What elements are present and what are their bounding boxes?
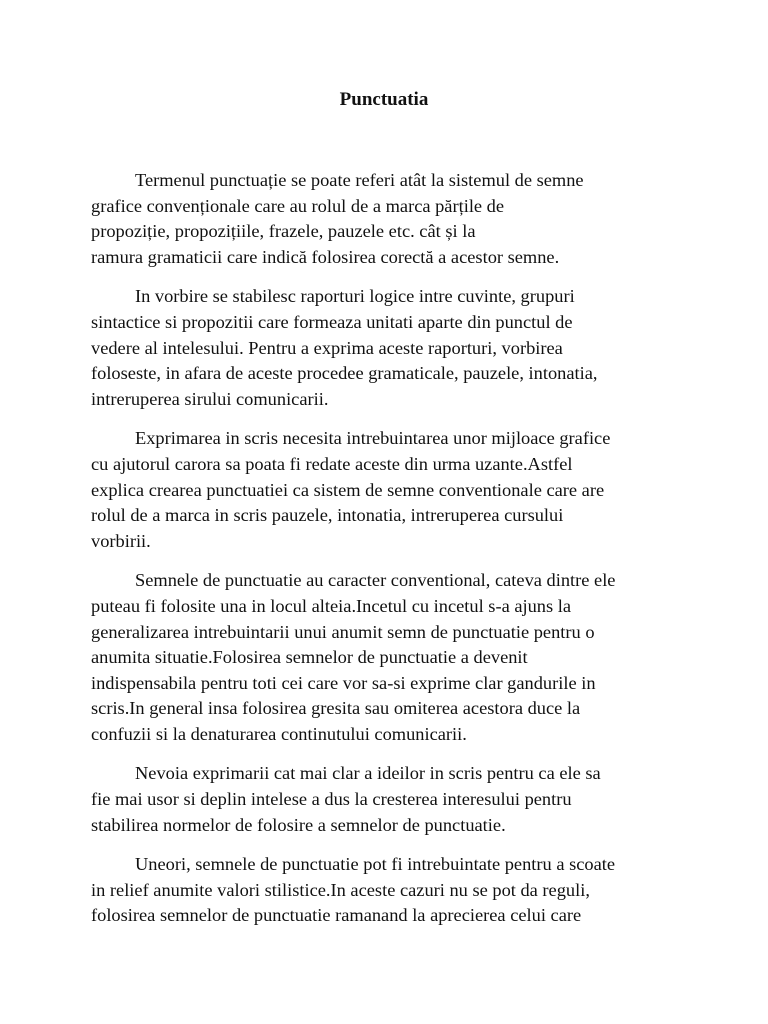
text-line: Exprimarea in scris necesita intrebuintarea unor mijloace grafice <box>135 428 611 449</box>
text-line: indispensabila pentru toti cei care vor sa-si exprime clar gandurile in <box>91 672 596 693</box>
text-line: propoziție, propozițiile, frazele, pauzele etc. cât și la <box>91 221 476 242</box>
text-line: Semnele de punctuatie au caracter conventional, cateva dintre ele <box>135 570 616 591</box>
paragraph <box>91 852 681 929</box>
paragraph <box>91 284 681 412</box>
text-line: ramura gramaticii care indică folosirea corectă a acestor semne. <box>91 246 560 267</box>
text-line: foloseste, in afara de aceste procedee gramaticale, pauzele, intonatia, <box>91 363 598 384</box>
text-line: fie mai usor si deplin intelese a dus la cresterea interesului pentru <box>91 789 572 810</box>
text-line: grafice convenționale care au rolul de a marca părțile de <box>91 195 505 216</box>
text-line: Uneori, semnele de punctuatie pot fi intrebuintate pentru a scoate <box>135 854 616 875</box>
text-line: Termenul punctuație se poate referi atât la sistemul de semne <box>135 170 584 190</box>
text-line: puteau fi folosite una in locul alteia.Incetul cu incetul s-a ajuns la <box>91 595 572 616</box>
text-line: folosirea semnelor de punctuatie ramanand la aprecierea celui care <box>91 905 582 926</box>
text-line: vorbirii. <box>91 530 151 551</box>
paragraph <box>91 761 681 838</box>
text-line: confuzii si la denaturarea continutului comunicarii. <box>91 723 467 744</box>
text-line: intreruperea sirului comunicarii. <box>91 388 329 409</box>
text-line: stabilirea normelor de folosire a semnelor de punctuatie. <box>91 814 506 835</box>
text-line: In vorbire se stabilesc raporturi logice intre cuvinte, grupuri <box>135 286 575 307</box>
paragraph <box>91 168 681 270</box>
text-line: sintactice si propozitii care formeaza unitati aparte din punctul de <box>91 311 573 332</box>
text-line: vedere al intelesului. Pentru a exprima aceste raporturi, vorbirea <box>91 337 563 358</box>
text-line: explica crearea punctuatiei ca sistem de semne conventionale care are <box>91 479 605 500</box>
text-line: rolul de a marca in scris pauzele, intonatia, intreruperea cursului <box>91 505 564 526</box>
text-line: Nevoia exprimarii cat mai clar a ideilor in scris pentru ca ele sa <box>135 763 601 784</box>
document-body <box>91 168 681 943</box>
text-line: anumita situatie.Folosirea semnelor de punctuatie a devenit <box>91 647 528 668</box>
document-title: Punctuatia <box>339 89 429 110</box>
text-line: scris.In general insa folosirea gresita sau omiterea acestora duce la <box>91 698 581 719</box>
paragraph <box>91 426 681 554</box>
text-line: in relief anumite valori stilistice.In aceste cazuri nu se pot da reguli, <box>91 879 590 900</box>
text-line: generalizarea intrebuintarii unui anumit semn de punctuatie pentru o <box>91 621 595 642</box>
text-line: cu ajutorul carora sa poata fi redate aceste din urma uzante.Astfel <box>91 453 573 474</box>
paragraph <box>91 568 681 747</box>
